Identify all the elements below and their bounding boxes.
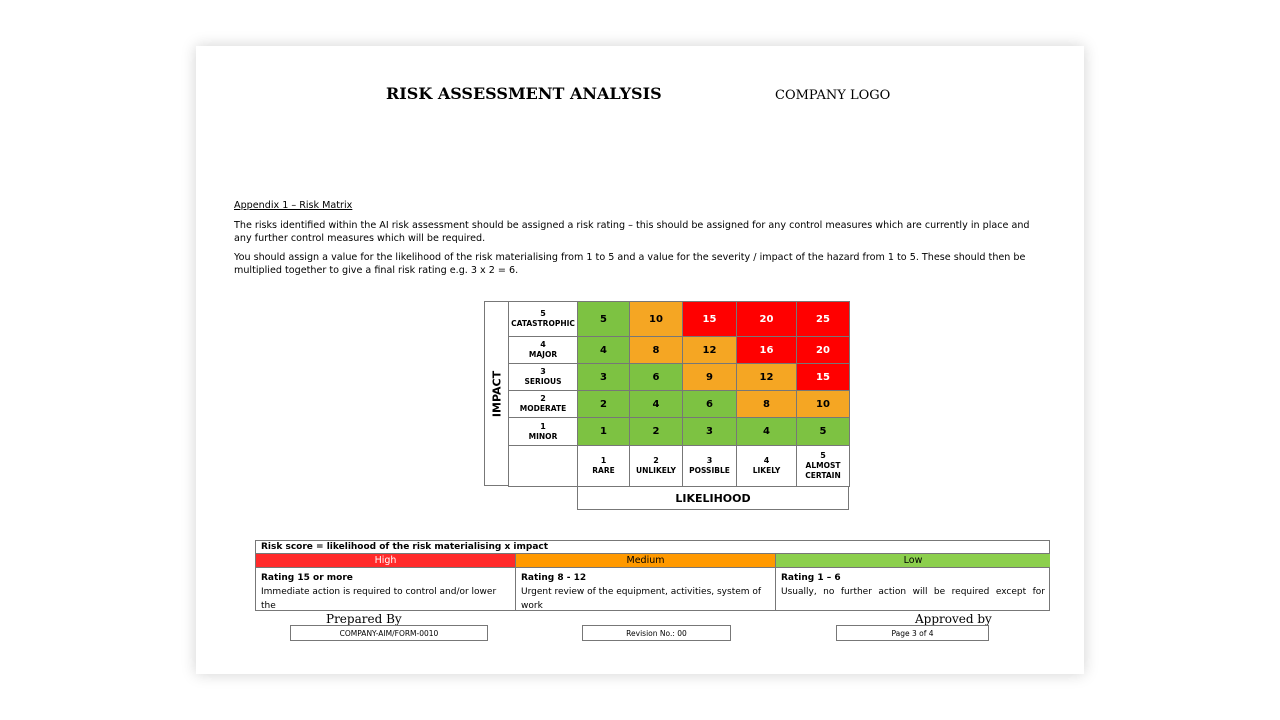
intro-paragraph: The risks identified within the AI risk assessment should be assigned a risk rating – this should be assigned for any control measures which are currently in place and any further control measures which will be required. [234,220,1030,244]
risk-band-header: High [256,554,515,568]
matrix-corner-cell [508,445,578,487]
risk-score-cell: 4 [577,336,630,364]
likelihood-number: 1 [600,456,607,465]
likelihood-number: 4 [763,456,770,465]
revision-box: Revision No.: 00 [582,625,731,641]
severity-label [508,336,578,364]
severity-label [508,363,578,391]
severity-name: MINOR [528,431,558,441]
impact-axis [484,301,509,486]
risk-score-cell: 15 [796,363,850,391]
severity-name: MODERATE [519,404,567,413]
risk-band-description [256,568,515,611]
likelihood-name: UNLIKELY [636,466,676,475]
risk-score-cell: 9 [682,363,737,391]
likelihood-name: RARE [592,466,615,475]
impact-label: IMPACT [490,370,503,417]
likelihood-level [736,445,797,487]
action-text: Urgent review of the equipment, activities, system of work [521,587,762,611]
risk-band-header: Low [775,554,1050,568]
approved-by-label: Approved by [915,612,992,626]
likelihood-name: LIKELY [752,466,781,475]
risk-band-description [775,568,1050,611]
likelihood-name: POSSIBLE [689,466,730,475]
likelihood-number: 2 [653,456,659,465]
risk-score-cell: 10 [629,301,683,337]
risk-score-cell: 5 [577,301,630,337]
risk-matrix [484,301,850,511]
risk-score-cell: 6 [682,390,737,418]
likelihood-level [577,445,630,487]
risk-score-cell: 20 [736,301,797,337]
severity-number: 1 [540,421,546,431]
likelihood-number: 3 [706,456,713,465]
likelihood-number: 5 [820,451,826,460]
likelihood-label: LIKELIHOOD [577,486,849,510]
action-text: Immediate action is required to control and/or lower the [261,587,497,611]
likelihood-level [682,445,737,487]
risk-score-cell: 2 [577,390,630,418]
risk-band-description [515,568,775,611]
form-code-box: COMPANY-AIM/FORM-0010 [290,625,488,641]
prepared-by-label: Prepared By [326,612,402,626]
risk-score-cell: 10 [796,390,850,418]
severity-number: 3 [540,367,546,376]
severity-number: 2 [540,394,546,403]
likelihood-level [796,445,850,487]
action-text: Usually, no further action will be required except for [781,587,1045,597]
instruction-paragraph: You should assign a value for the likelihood of the risk materialising from 1 to 5 and a value for the severity / impact of the hazard from 1 to 5. These should then be multiplied together to give a final risk rating e.g. 3 x 2 = 6. [234,252,1026,276]
risk-score-header: Risk score = likelihood of the risk materialising x impact [256,541,1049,554]
severity-name: CATASTROPHIC [511,319,575,328]
risk-band-header: Medium [515,554,775,568]
risk-score-cell: 1 [577,417,630,446]
risk-score-cell: 25 [796,301,850,337]
rating-range: Rating 1 – 6 [781,573,841,583]
severity-label [508,390,578,418]
page-number-box: Page 3 of 4 [836,625,989,641]
severity-number: 4 [540,340,546,349]
risk-score-cell: 8 [629,336,683,364]
risk-score-cell: 15 [682,301,737,337]
severity-name: SERIOUS [524,377,562,386]
risk-score-cell: 2 [629,417,683,446]
risk-score-cell: 4 [629,390,683,418]
company-logo-placeholder: COMPANY LOGO [775,88,891,103]
likelihood-level [629,445,683,487]
severity-label [508,417,578,446]
risk-score-cell: 8 [736,390,797,418]
document-page [196,46,1084,674]
risk-score-cell: 6 [629,363,683,391]
appendix-title: Appendix 1 – Risk Matrix [234,200,353,211]
risk-score-cell: 12 [736,363,797,391]
risk-score-cell: 16 [736,336,797,364]
risk-score-table [255,540,1050,611]
risk-score-cell: 3 [682,417,737,446]
severity-label [508,301,578,337]
risk-score-cell: 4 [736,417,797,446]
document-title: RISK ASSESSMENT ANALYSIS [386,84,662,103]
risk-score-cell: 12 [682,336,737,364]
rating-range: Rating 8 - 12 [521,573,587,583]
likelihood-name: ALMOST CERTAIN [805,461,841,480]
severity-name: MAJOR [528,350,558,359]
risk-score-cell: 5 [796,417,850,446]
risk-score-cell: 20 [796,336,850,364]
severity-number: 5 [540,309,546,318]
risk-score-cell: 3 [577,363,630,391]
rating-range: Rating 15 or more [261,573,353,583]
